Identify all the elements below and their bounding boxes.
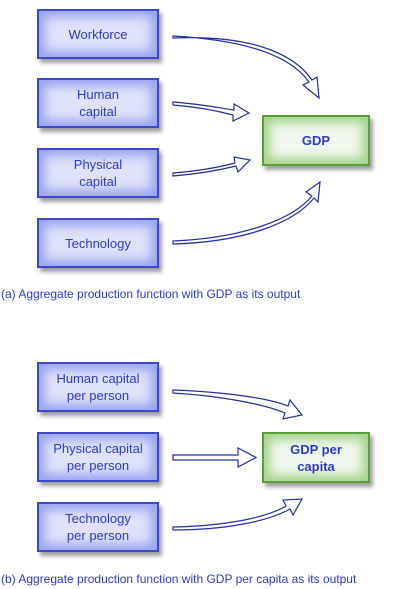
arrow-physical-capital-to-gdp [173, 157, 250, 176]
input-label-human-capital: Human capital [77, 87, 119, 119]
input-label-human-capital-per-person: Human capital per person [56, 371, 140, 403]
caption-a: (a) Aggregate production function with GDP as its output [1, 287, 301, 301]
output-label-gdp-per-capita: GDP per capita [290, 441, 342, 474]
input-label-physical-capital: Physical capital [73, 157, 123, 189]
arrow-human-capital-to-gdp [173, 102, 249, 121]
input-label-workforce: Workforce [68, 26, 128, 42]
arrow-technology-pp-to-gdp-per-capita [173, 499, 302, 530]
input-label-technology-per-person: Technology per person [65, 511, 131, 543]
output-label-gdp: GDP [301, 133, 331, 148]
caption-b: (b) Aggregate production function with GDP per capita as its output [1, 572, 357, 586]
arrow-technology-to-gdp [173, 182, 320, 244]
arrow-human-capital-pp-to-gdp-per-capita [173, 390, 302, 419]
arrow-workforce-to-gdp [173, 36, 319, 98]
input-label-technology: Technology [65, 235, 131, 251]
input-label-physical-capital-per-person: Physical capital per person [53, 441, 143, 473]
arrow-physical-capital-pp-to-gdp-per-capita [173, 448, 256, 467]
